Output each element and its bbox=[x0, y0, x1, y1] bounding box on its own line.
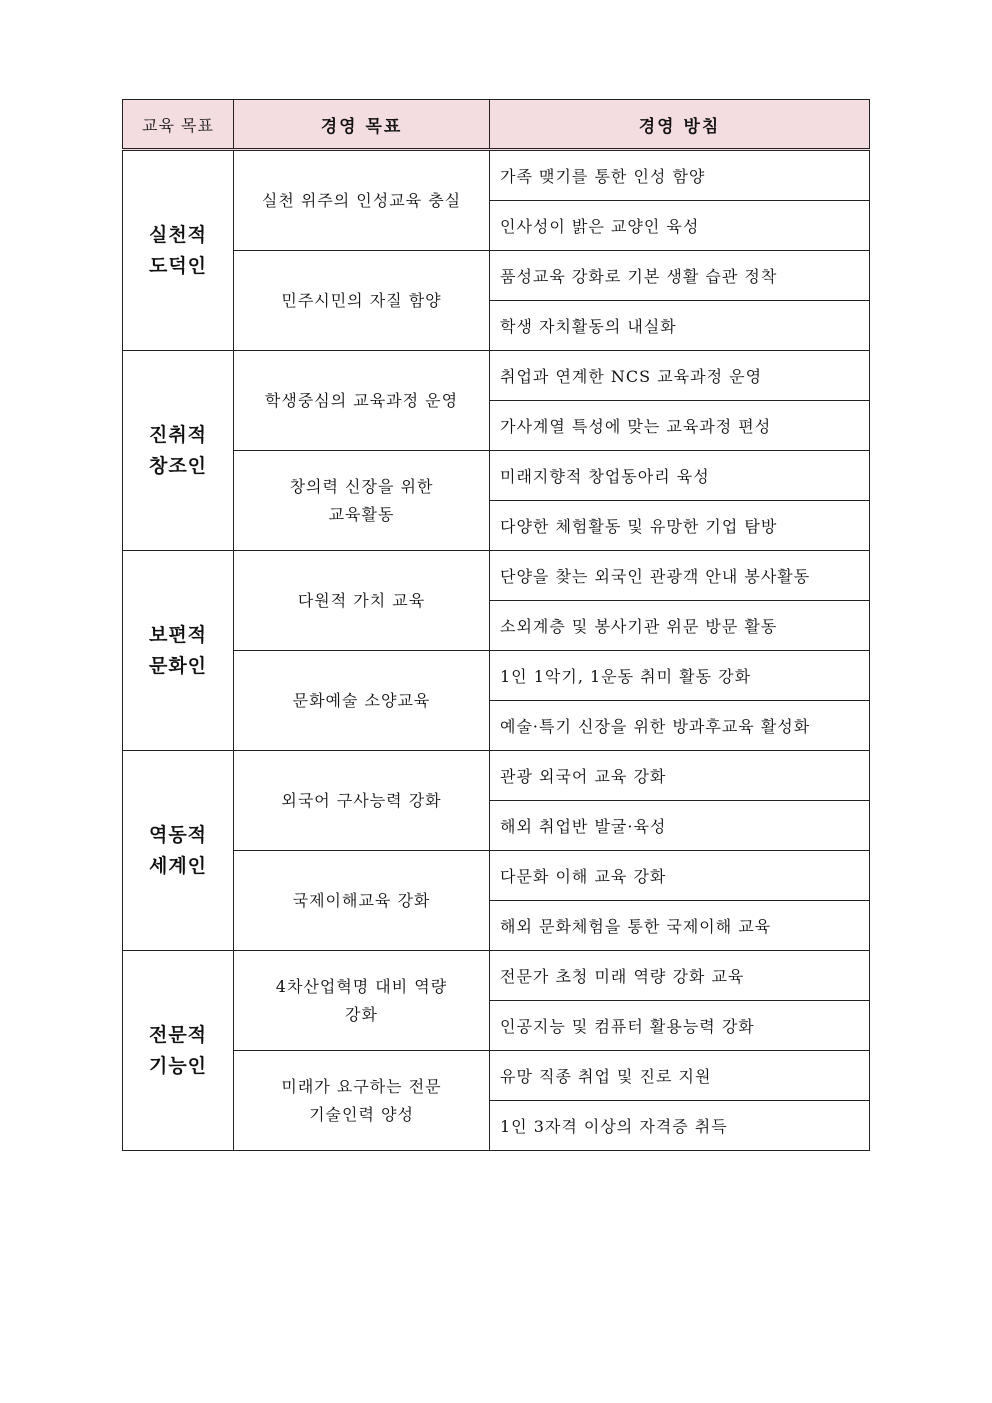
header-education-goal: 교육 목표 bbox=[123, 100, 234, 150]
header-management-goal: 경영 목표 bbox=[234, 100, 490, 150]
header-management-policy: 경영 방침 bbox=[490, 100, 870, 150]
education-goal-text: 진취적 bbox=[148, 423, 208, 446]
education-goal-cell bbox=[123, 150, 234, 351]
management-policy-cell: 가사계열 특성에 맞는 교육과정 편성 bbox=[490, 401, 870, 451]
table-row bbox=[123, 551, 870, 601]
management-policy-cell: 1인 1악기, 1운동 취미 활동 강화 bbox=[490, 651, 870, 701]
management-policy-cell: 인사성이 밝은 교양인 육성 bbox=[490, 201, 870, 251]
management-policy-cell: 미래지향적 창업동아리 육성 bbox=[490, 451, 870, 501]
education-goal-text: 창조인 bbox=[148, 454, 208, 477]
table-row bbox=[123, 150, 870, 201]
management-policy-cell: 소외계층 및 봉사기관 위문 방문 활동 bbox=[490, 601, 870, 651]
management-policy-cell: 1인 3자격 이상의 자격증 취득 bbox=[490, 1101, 870, 1151]
management-goal-text: 강화 bbox=[345, 1004, 378, 1024]
education-goals-table bbox=[122, 99, 870, 1151]
table-body bbox=[123, 150, 870, 1151]
management-goal-text: 외국어 구사능력 강화 bbox=[281, 790, 442, 810]
management-goal-text: 민주시민의 자질 함양 bbox=[281, 290, 442, 310]
management-policy-cell: 해외 취업반 발굴·육성 bbox=[490, 801, 870, 851]
table-row bbox=[123, 1051, 870, 1101]
education-goal-text: 기능인 bbox=[148, 1054, 208, 1077]
management-goal-cell bbox=[234, 551, 490, 651]
management-policy-cell: 유망 직종 취업 및 진로 지원 bbox=[490, 1051, 870, 1101]
management-goal-text: 4차산업혁명 대비 역량 bbox=[275, 976, 448, 996]
management-policy-cell: 해외 문화체험을 통한 국제이해 교육 bbox=[490, 901, 870, 951]
table-row bbox=[123, 951, 870, 1001]
management-goal-cell bbox=[234, 451, 490, 551]
management-policy-cell: 다문화 이해 교육 강화 bbox=[490, 851, 870, 901]
education-goal-cell bbox=[123, 551, 234, 751]
management-policy-cell: 취업과 연계한 NCS 교육과정 운영 bbox=[490, 351, 870, 401]
management-policy-cell: 가족 맺기를 통한 인성 함양 bbox=[490, 150, 870, 201]
management-goal-text: 미래가 요구하는 전문 bbox=[281, 1076, 442, 1096]
education-goal-text: 전문적 bbox=[148, 1023, 208, 1046]
management-policy-cell: 예술·특기 신장을 위한 방과후교육 활성화 bbox=[490, 701, 870, 751]
table-row bbox=[123, 251, 870, 301]
management-goal-text: 문화예술 소양교육 bbox=[292, 690, 431, 710]
education-goal-text: 도덕인 bbox=[148, 254, 208, 277]
education-goal-text: 역동적 bbox=[148, 823, 208, 846]
education-goal-text: 실천적 bbox=[148, 223, 208, 246]
management-goal-cell bbox=[234, 951, 490, 1051]
management-policy-cell: 단양을 찾는 외국인 관광객 안내 봉사활동 bbox=[490, 551, 870, 601]
management-goal-cell bbox=[234, 751, 490, 851]
table-row bbox=[123, 451, 870, 501]
management-goal-cell bbox=[234, 1051, 490, 1151]
education-goal-text: 세계인 bbox=[148, 854, 208, 877]
management-policy-cell: 학생 자치활동의 내실화 bbox=[490, 301, 870, 351]
management-goal-text: 기술인력 양성 bbox=[309, 1104, 414, 1124]
management-goal-text: 국제이해교육 강화 bbox=[292, 890, 431, 910]
management-goal-cell bbox=[234, 851, 490, 951]
table-row bbox=[123, 851, 870, 901]
management-goal-cell bbox=[234, 651, 490, 751]
management-goal-text: 다원적 가치 교육 bbox=[297, 590, 426, 610]
education-goal-cell bbox=[123, 951, 234, 1151]
management-goal-text: 학생중심의 교육과정 운영 bbox=[264, 390, 459, 410]
table-row bbox=[123, 651, 870, 701]
management-policy-cell: 관광 외국어 교육 강화 bbox=[490, 751, 870, 801]
education-goal-cell bbox=[123, 751, 234, 951]
education-goal-text: 문화인 bbox=[148, 654, 208, 677]
management-policy-cell: 전문가 초청 미래 역량 강화 교육 bbox=[490, 951, 870, 1001]
management-goal-text: 창의력 신장을 위한 bbox=[289, 476, 434, 496]
management-policy-cell: 인공지능 및 컴퓨터 활용능력 강화 bbox=[490, 1001, 870, 1051]
table-header-row bbox=[123, 100, 870, 150]
education-goal-text: 보편적 bbox=[148, 623, 208, 646]
table-row bbox=[123, 751, 870, 801]
management-goal-text: 교육활동 bbox=[328, 504, 395, 524]
management-goal-cell bbox=[234, 351, 490, 451]
management-goal-text: 실천 위주의 인성교육 충실 bbox=[261, 190, 462, 210]
management-goal-cell bbox=[234, 251, 490, 351]
management-policy-cell: 다양한 체험활동 및 유망한 기업 탐방 bbox=[490, 501, 870, 551]
education-goal-cell bbox=[123, 351, 234, 551]
table-row bbox=[123, 351, 870, 401]
management-goal-cell bbox=[234, 150, 490, 251]
management-policy-cell: 품성교육 강화로 기본 생활 습관 정착 bbox=[490, 251, 870, 301]
